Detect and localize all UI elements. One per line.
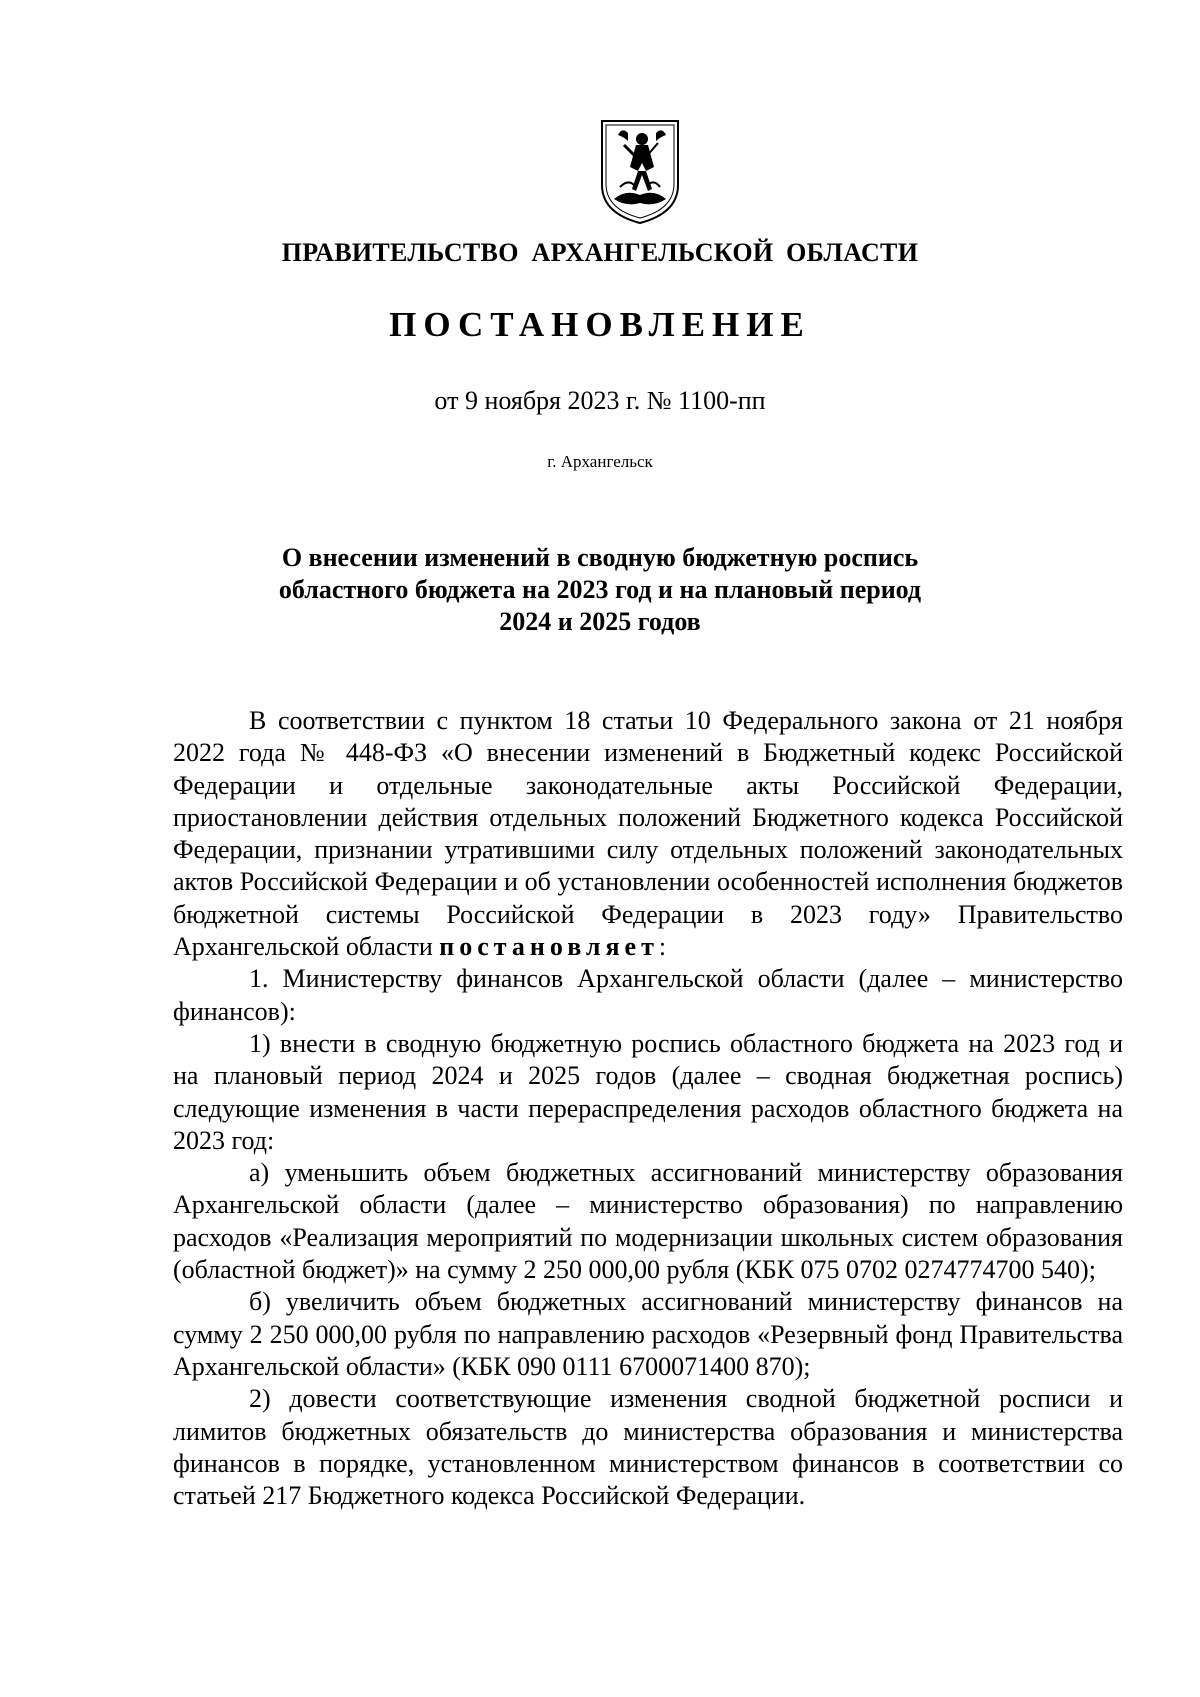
document-type: ПОСТАНОВЛЕНИЕ [389, 305, 811, 344]
subject-line: 2024 и 2025 годов [499, 607, 701, 636]
document-date-number: от 9 ноября 2023 г. № 1100-пп [434, 386, 766, 415]
document-subject [0, 542, 1200, 638]
document-city: г. Архангельск [547, 452, 653, 471]
government-title: ПРАВИТЕЛЬСТВО АРХАНГЕЛЬСКОЙ ОБЛАСТИ [281, 238, 919, 267]
preamble-paragraph [173, 705, 1123, 963]
resolves-word: постановляет [439, 932, 659, 962]
clause-1-1: 1) внести в сводную бюджетную роспись областного бюджета на 2023 год и на плановый период 2024 и 2025 годов (далее – сводная бюджетная роспись) следующие изменения в части перераспределения расходов областного бюджета на 2023 год: [173, 1028, 1123, 1155]
preamble-text: В соответствии с пунктом 18 статьи 10 Федерального закона от 21 ноября 2022 года № 448-ФЗ «О внесении изменений в Бюджетный кодекс Российской Федерации и отдельные законодательные акты Российской Федерации, приостановлении действия отдельных положений Бюджетного кодекса Российской Федерации, признании утратившими силу отдельных положений законодательных актов Российской Федерации и об установлении особенностей исполнения бюджетов бюджетной системы Российской Федерации в 2023 году» Правительство Архангельской области [173, 706, 1123, 962]
document-body [173, 705, 1123, 1512]
subject-line: О внесении изменений в сводную бюджетную роспись [281, 543, 919, 572]
resolves-colon: : [658, 932, 667, 962]
subject-line: областного бюджета на 2023 год и на плановый период [278, 575, 922, 604]
clause-1-1-a: а) уменьшить объем бюджетных ассигнований министерству образования Архангельской области (далее – министерство образования) по направлению расходов «Реализация мероприятий по модернизации школьных систем образования (областной бюджет)» на сумму 2 250 000,00 рубля (КБК 075 0702 0274774700 540); [173, 1158, 1123, 1285]
clause-1: 1. Министерству финансов Архангельской области (далее – министерство финансов): [173, 964, 1123, 1026]
clause-1-2: 2) довести соответствующие изменения сводной бюджетной росписи и лимитов бюджетных обязательств до министерства образования и министерства финансов в порядке, установленном министерством финансов в соответствии со статьей 217 Бюджетного кодекса Российской Федерации. [173, 1384, 1123, 1511]
coat-of-arms-icon [598, 115, 682, 227]
clause-1-1-b: б) увеличить объем бюджетных ассигнований министерству финансов на сумму 2 250 000,00 рубля по направлению расходов «Резервный фонд Правительства Архангельской области» (КБК 090 0111 6700071400 870); [173, 1287, 1123, 1381]
